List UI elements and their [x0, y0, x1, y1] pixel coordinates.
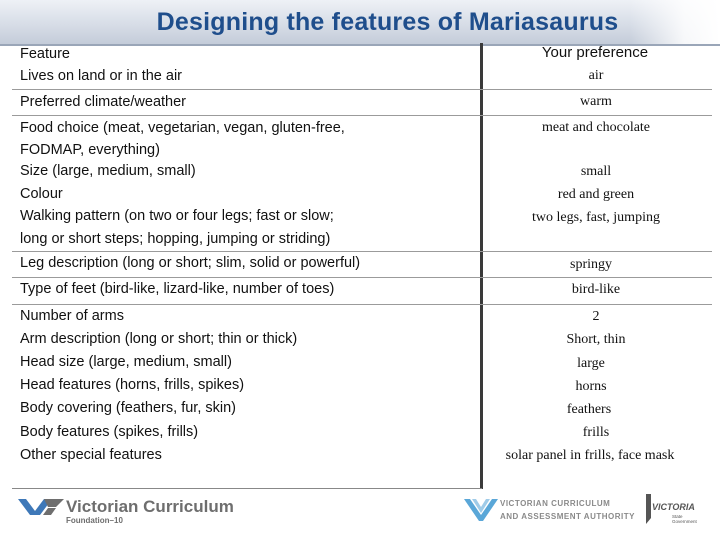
feature-label: Leg description (long or short; slim, solid or powerful)	[20, 255, 361, 271]
feature-label: Other special features	[20, 447, 162, 463]
vcaa-name-line2: AND ASSESSMENT AUTHORITY	[500, 512, 635, 521]
feature-label: Body features (spikes, frills)	[20, 424, 199, 440]
feature-label: Head features (horns, frills, spikes)	[20, 377, 245, 393]
preference-value: horns	[575, 379, 607, 394]
preference-value: meat and chocolate	[541, 120, 651, 135]
feature-label: Size (large, medium, small)	[20, 163, 196, 179]
row-divider	[12, 115, 712, 116]
feature-label: Head size (large, medium, small)	[20, 354, 232, 370]
feature-label: Number of arms	[20, 308, 124, 324]
preference-value: 2	[592, 309, 600, 324]
preference-value: frills	[582, 425, 610, 440]
preference-value: feathers	[566, 402, 612, 417]
victorian-curriculum-name: Victorian Curriculum	[66, 497, 234, 516]
preference-value: small	[580, 164, 612, 179]
vcaa-name-line1: VICTORIAN CURRICULUM	[500, 499, 611, 508]
slide-title: Designing the features of Mariasaurus	[156, 8, 619, 36]
victoria-subtitle-line2: Government	[672, 519, 697, 524]
feature-label: Lives on land or in the air	[20, 68, 183, 84]
victoria-subtitle	[672, 514, 697, 524]
preference-column-header: Your preference	[541, 44, 649, 61]
feature-label: FODMAP, everything)	[20, 142, 160, 158]
preference-value: Short, thin	[566, 332, 626, 347]
feature-label: Arm description (long or short; thin or thick)	[20, 331, 298, 347]
preference-value: air	[588, 68, 604, 83]
preference-value: two legs, fast, jumping	[532, 210, 660, 225]
feature-label: Preferred climate/weather	[20, 94, 187, 110]
feature-label: Walking pattern (on two or four legs; fast or slow;	[20, 208, 334, 224]
feature-column-header: Feature	[20, 46, 70, 62]
preference-value: solar panel in frills, face mask	[505, 448, 675, 463]
preference-value: bird-like	[571, 282, 621, 297]
feature-label: Colour	[20, 186, 63, 202]
row-divider	[12, 89, 712, 90]
victorian-curriculum-logo-icon	[18, 497, 64, 515]
preference-value: red and green	[557, 187, 635, 202]
preference-value: warm	[580, 94, 612, 109]
feature-label: long or short steps; hopping, jumping or striding)	[20, 231, 331, 247]
victoria-subtitle-line1: State	[672, 514, 683, 519]
feature-label: Food choice (meat, vegetarian, vegan, gluten-free,	[20, 120, 345, 136]
table-bottom-border	[12, 488, 482, 489]
preference-value: springy	[570, 257, 612, 272]
preference-value: large	[577, 356, 605, 371]
victorian-curriculum-subtitle: Foundation–10	[66, 516, 123, 525]
feature-label: Type of feet (bird-like, lizard-like, number of toes)	[20, 281, 335, 297]
feature-label: Body covering (feathers, fur, skin)	[20, 400, 236, 416]
vcaa-logo-icon	[464, 495, 498, 523]
victoria-name: VICTORIA	[652, 502, 695, 512]
